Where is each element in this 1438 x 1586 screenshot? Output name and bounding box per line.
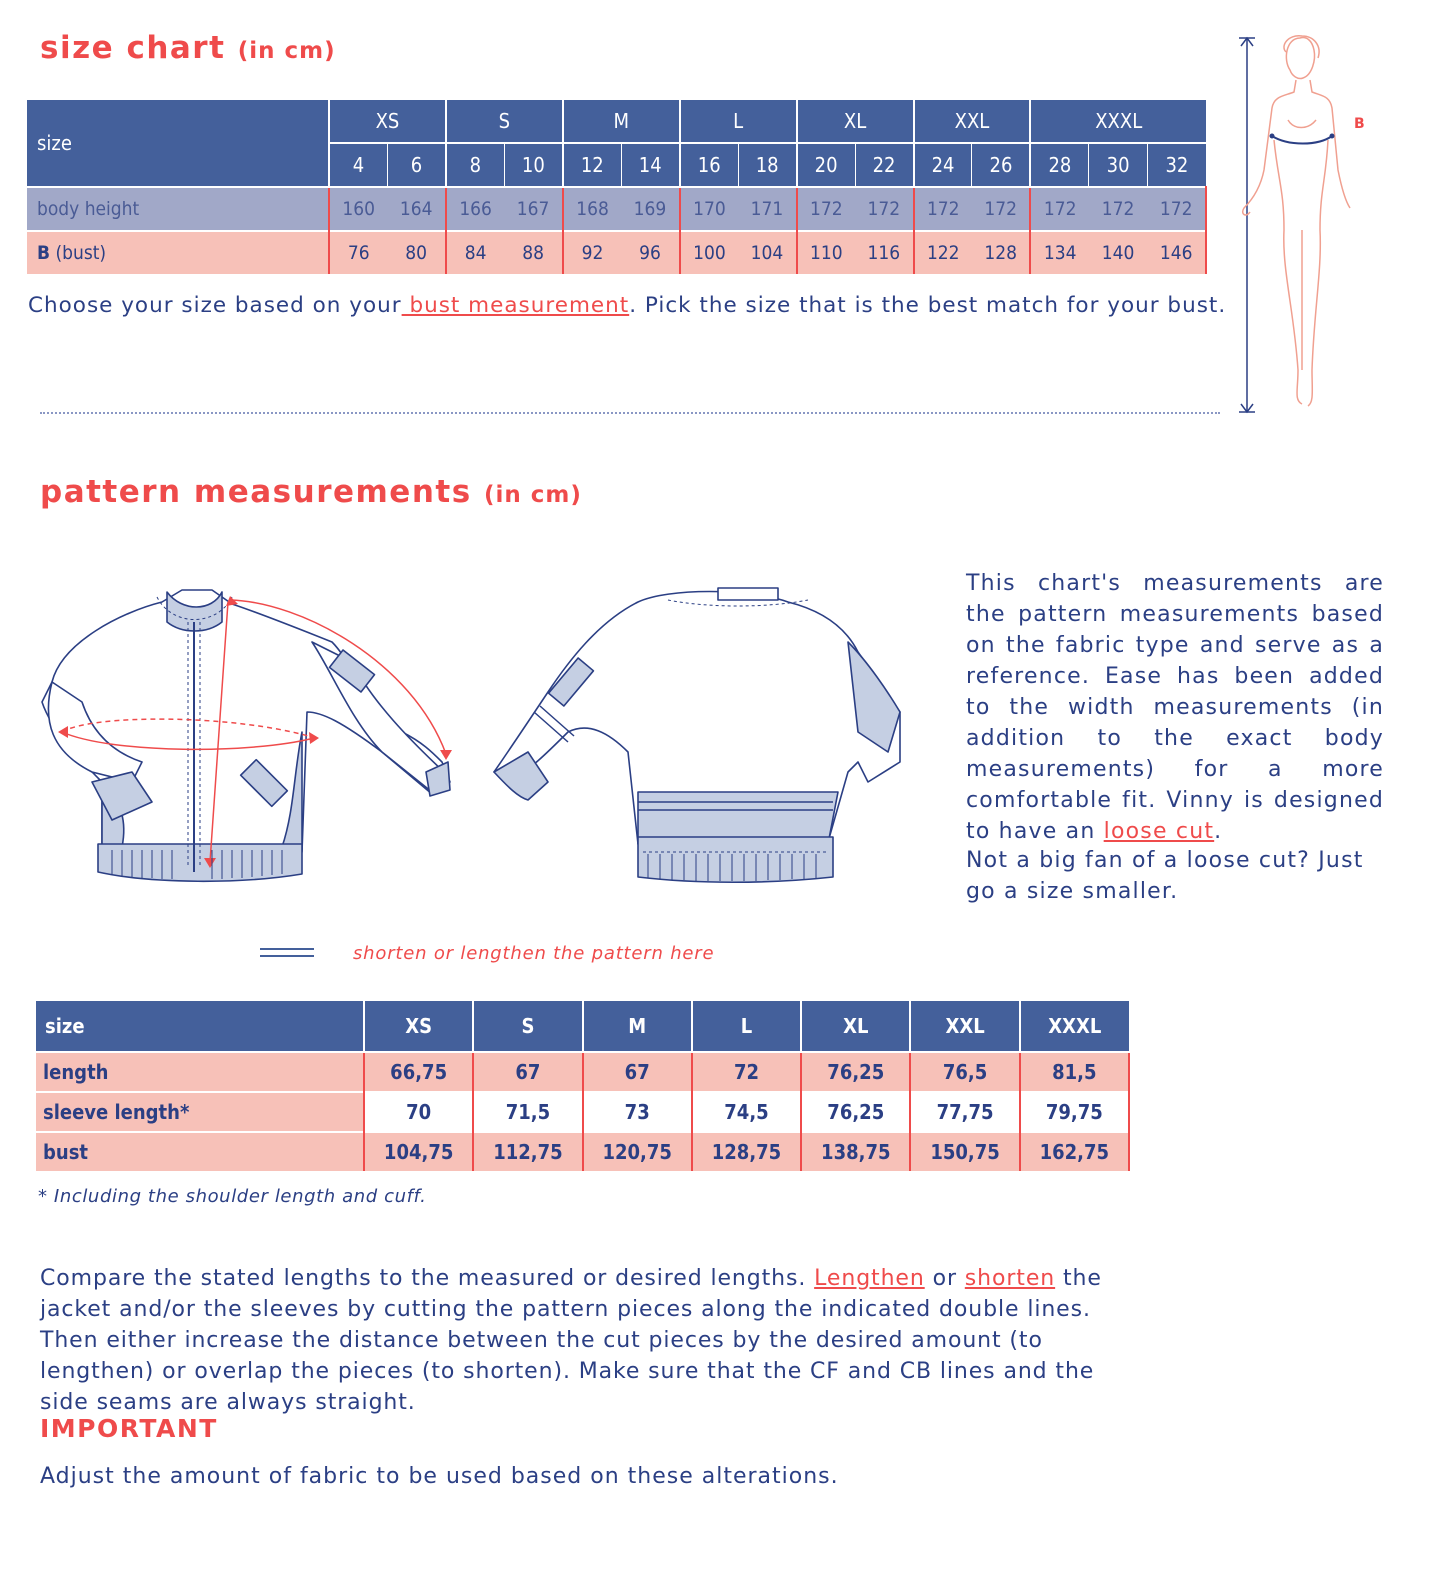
height-cell: 167 bbox=[504, 187, 562, 231]
table-cell: 74,5 bbox=[692, 1092, 801, 1132]
footnote: * Including the shoulder length and cuff. bbox=[38, 1186, 427, 1207]
bust-label bbox=[27, 231, 329, 274]
bust-cell: 88 bbox=[504, 231, 562, 274]
size-chart-title bbox=[40, 30, 336, 66]
height-cell: 164 bbox=[387, 187, 445, 231]
size-number: 22 bbox=[855, 143, 913, 187]
size-number: 26 bbox=[972, 143, 1030, 187]
important-text: Adjust the amount of fabric to be used based on these alterations. bbox=[40, 1464, 839, 1489]
compare-text: Compare the stated lengths to the measured or desired lengths. bbox=[40, 1266, 815, 1291]
size-note bbox=[28, 290, 1226, 321]
pattern-header-label: size bbox=[36, 1001, 364, 1052]
table-cell: 112,75 bbox=[473, 1132, 582, 1171]
size-number: 20 bbox=[797, 143, 855, 187]
pattern-tip-text: Not a big fan of a loose cut? Just go a size smaller. bbox=[966, 848, 1364, 904]
bust-measurement-link[interactable]: bust measurement bbox=[401, 293, 630, 318]
bust-cell: 100 bbox=[680, 231, 738, 274]
table-cell: 71,5 bbox=[473, 1092, 582, 1132]
pattern-unit: (in cm) bbox=[483, 482, 582, 508]
size-number: 12 bbox=[563, 143, 621, 187]
pattern-row-bust bbox=[36, 1132, 1129, 1171]
legend-text: shorten or lengthen the pattern here bbox=[353, 943, 715, 964]
height-cell: 166 bbox=[446, 187, 504, 231]
row-label: bust bbox=[36, 1132, 364, 1171]
size-number: 30 bbox=[1089, 143, 1147, 187]
compare-text-mid: or bbox=[924, 1266, 965, 1291]
size-note-text-end: . Pick the size that is the best match for your bust. bbox=[629, 293, 1227, 318]
height-cell: 172 bbox=[1147, 187, 1206, 231]
table-cell: 67 bbox=[583, 1052, 692, 1092]
size-group: M bbox=[563, 100, 680, 143]
size-number: 4 bbox=[329, 143, 387, 187]
important-heading: IMPORTANT bbox=[40, 1414, 218, 1443]
size-group: XS bbox=[329, 100, 446, 143]
table-cell: 70 bbox=[364, 1092, 473, 1132]
compare-paragraph bbox=[40, 1263, 1122, 1418]
bust-cell: 140 bbox=[1089, 231, 1147, 274]
woman-silhouette bbox=[1243, 36, 1350, 406]
pattern-row-length bbox=[36, 1052, 1129, 1092]
bust-measure-dot bbox=[1330, 134, 1335, 139]
jacket-front-illustration bbox=[32, 582, 460, 888]
table-cell: 81,5 bbox=[1020, 1052, 1129, 1092]
table-cell: 150,75 bbox=[910, 1132, 1019, 1171]
pattern-measurements-table bbox=[36, 1001, 1130, 1171]
pattern-row-sleeve-length bbox=[36, 1092, 1129, 1132]
pattern-size-header: L bbox=[692, 1001, 801, 1052]
bust-cell: 104 bbox=[738, 231, 796, 274]
height-cell: 170 bbox=[680, 187, 738, 231]
jacket-back-illustration bbox=[488, 582, 908, 888]
size-number: 8 bbox=[446, 143, 504, 187]
size-header-label: size bbox=[27, 100, 329, 187]
pattern-size-header: XS bbox=[364, 1001, 473, 1052]
lengthen-link[interactable]: Lengthen bbox=[814, 1266, 925, 1291]
legend-double-line-icon bbox=[260, 948, 314, 957]
size-number: 28 bbox=[1030, 143, 1088, 187]
table-cell: 72 bbox=[692, 1052, 801, 1092]
figure-bust-label: B bbox=[1354, 116, 1365, 132]
pattern-description-end: . bbox=[1214, 819, 1223, 844]
size-note-text: Choose your size based on your bbox=[28, 293, 402, 318]
bust-cell: 116 bbox=[855, 231, 913, 274]
size-chart-table bbox=[27, 100, 1207, 274]
table-cell: 66,75 bbox=[364, 1052, 473, 1092]
loose-cut-link[interactable]: loose cut bbox=[1103, 819, 1215, 844]
table-cell: 79,75 bbox=[1020, 1092, 1129, 1132]
bust-cell: 92 bbox=[563, 231, 621, 274]
height-cell: 169 bbox=[621, 187, 679, 231]
pattern-size-header: XXXL bbox=[1020, 1001, 1129, 1052]
height-cell: 172 bbox=[1089, 187, 1147, 231]
section-divider bbox=[40, 412, 1220, 414]
table-cell: 76,5 bbox=[910, 1052, 1019, 1092]
bust-cell: 80 bbox=[387, 231, 445, 274]
size-chart-title-text: size chart bbox=[40, 30, 226, 66]
body-height-label: body height bbox=[27, 187, 329, 231]
height-cell: 172 bbox=[1030, 187, 1088, 231]
table-cell: 76,25 bbox=[801, 1052, 910, 1092]
shorten-link[interactable]: shorten bbox=[964, 1266, 1056, 1291]
size-group: XXL bbox=[914, 100, 1031, 143]
bust-cell: 146 bbox=[1147, 231, 1206, 274]
pattern-size-header: M bbox=[583, 1001, 692, 1052]
table-cell: 104,75 bbox=[364, 1132, 473, 1171]
size-number: 6 bbox=[387, 143, 445, 187]
body-height-row bbox=[27, 187, 1206, 231]
height-cell: 171 bbox=[738, 187, 796, 231]
height-cell: 168 bbox=[563, 187, 621, 231]
size-group: L bbox=[680, 100, 797, 143]
bust-measure-dot bbox=[1270, 134, 1275, 139]
size-number: 24 bbox=[914, 143, 972, 187]
table-cell: 162,75 bbox=[1020, 1132, 1129, 1171]
pattern-tip bbox=[966, 845, 1386, 907]
height-cell: 172 bbox=[914, 187, 972, 231]
table-cell: 73 bbox=[583, 1092, 692, 1132]
height-cell: 160 bbox=[329, 187, 387, 231]
pattern-size-header: XXL bbox=[910, 1001, 1019, 1052]
bust-cell: 76 bbox=[329, 231, 387, 274]
pattern-title-text: pattern measurements bbox=[40, 474, 472, 510]
size-chart-unit: (in cm) bbox=[237, 38, 336, 64]
bust-measure-line bbox=[1272, 136, 1332, 144]
size-number: 14 bbox=[621, 143, 679, 187]
jacket-back-collar bbox=[718, 588, 778, 600]
table-cell: 128,75 bbox=[692, 1132, 801, 1171]
size-group: S bbox=[446, 100, 563, 143]
height-arrow bbox=[1239, 38, 1255, 412]
body-figure-illustration bbox=[1228, 30, 1368, 422]
row-label: sleeve length* bbox=[36, 1092, 364, 1132]
bust-label-b: B bbox=[37, 242, 51, 264]
pattern-description bbox=[966, 568, 1384, 847]
size-number: 32 bbox=[1147, 143, 1206, 187]
pattern-header-row bbox=[36, 1001, 1129, 1052]
table-cell: 120,75 bbox=[583, 1132, 692, 1171]
height-cell: 172 bbox=[855, 187, 913, 231]
compare-text-end: the jacket and/or the sleeves by cutting the pattern pieces along the indicated double lines. Then either increase the distance between the cut pieces by the desired amount (to lengthen) or overlap the pieces (to shorten). Make sure that the CF and CB lines and the side seams are always straight. bbox=[40, 1266, 1102, 1415]
bust-cell: 128 bbox=[972, 231, 1030, 274]
size-number: 16 bbox=[680, 143, 738, 187]
height-cell: 172 bbox=[972, 187, 1030, 231]
bust-cell: 134 bbox=[1030, 231, 1088, 274]
bust-cell: 96 bbox=[621, 231, 679, 274]
bust-cell: 110 bbox=[797, 231, 855, 274]
table-cell: 67 bbox=[473, 1052, 582, 1092]
pattern-size-header: S bbox=[473, 1001, 582, 1052]
bust-row bbox=[27, 231, 1206, 274]
size-group: XXXL bbox=[1030, 100, 1206, 143]
bust-cell: 84 bbox=[446, 231, 504, 274]
pattern-title bbox=[40, 474, 582, 510]
table-cell: 138,75 bbox=[801, 1132, 910, 1171]
height-cell: 172 bbox=[797, 187, 855, 231]
pattern-size-header: XL bbox=[801, 1001, 910, 1052]
bust-label-rest: (bust) bbox=[55, 242, 107, 264]
row-label: length bbox=[36, 1052, 364, 1092]
size-number: 10 bbox=[504, 143, 562, 187]
size-number: 18 bbox=[738, 143, 796, 187]
bust-cell: 122 bbox=[914, 231, 972, 274]
size-group-row bbox=[27, 100, 1206, 143]
table-cell: 76,25 bbox=[801, 1092, 910, 1132]
table-cell: 77,75 bbox=[910, 1092, 1019, 1132]
size-group: XL bbox=[797, 100, 914, 143]
pattern-description-text: This chart's measurements are the pattern measurements based on the fabric type and serve as a reference. Ease has been added to the width measurements (in addition to the exact body measurements) for a more comfortable fit. Vinny is designed to have an bbox=[966, 571, 1384, 844]
